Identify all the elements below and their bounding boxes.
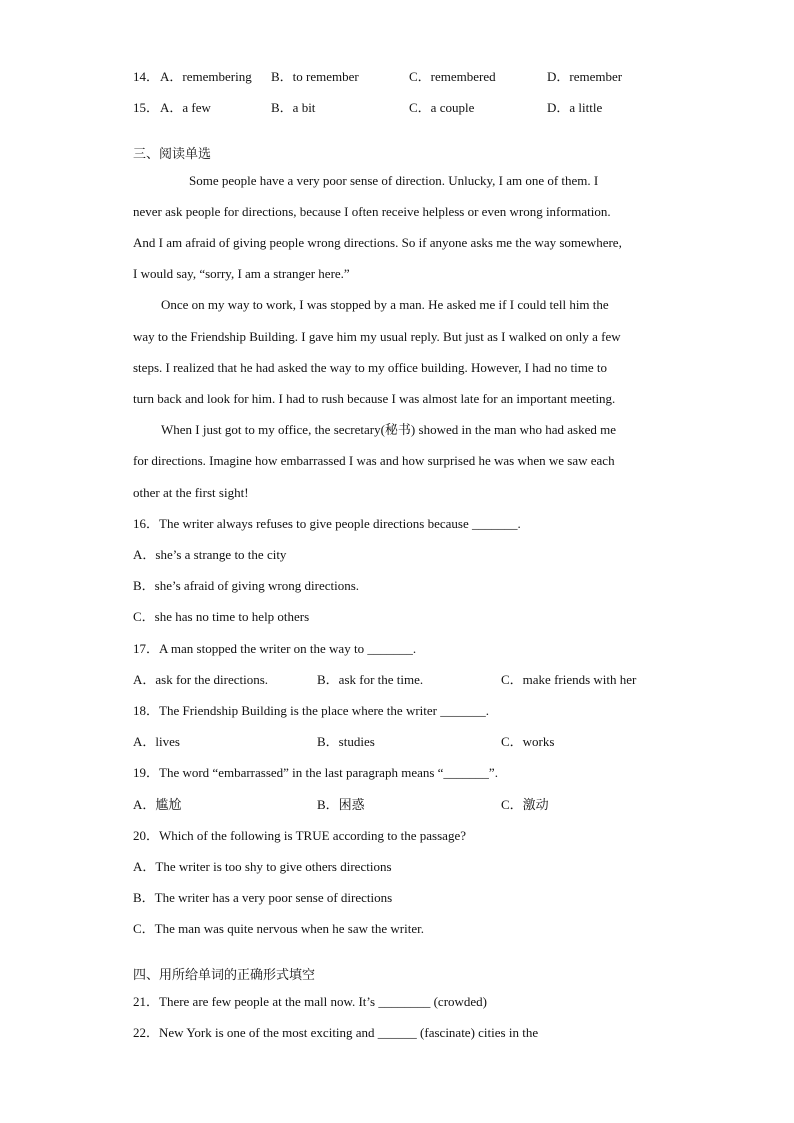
section-heading-word-forms: 四、用所给单词的正确形式填空	[133, 968, 316, 983]
option-a: A．The writer is too shy to give others directions	[133, 859, 392, 874]
option-d: D．remember	[547, 69, 623, 84]
option-b: B．a bit	[271, 100, 316, 115]
option-b: B．ask for the time.	[317, 672, 424, 687]
passage-line: Some people have a very poor sense of direction. Unlucky, I am one of them. I	[189, 173, 599, 188]
passage-line: When I just got to my office, the secretary(秘书) showed in the man who had asked me	[161, 422, 616, 437]
option-c: C．make friends with her	[501, 672, 637, 687]
question-number: 15．	[133, 100, 160, 115]
question-21: 21．There are few people at the mall now. It’s ________ (crowded)	[133, 994, 488, 1009]
option-a: A．she’s a strange to the city	[133, 547, 287, 562]
passage-line: Once on my way to work, I was stopped by a man. He asked me if I could tell him the	[161, 297, 609, 312]
option-c: C．she has no time to help others	[133, 609, 310, 624]
passage-line: never ask people for directions, because I often receive helpless or even wrong information.	[133, 204, 611, 219]
option-b: B．to remember	[271, 69, 359, 84]
passage-line: I would say, “sorry, I am a stranger here.”	[133, 266, 350, 281]
passage-line: for directions. Imagine how embarrassed I was and how surprised he was when we saw each	[133, 453, 615, 468]
option-a: A．remembering	[160, 69, 252, 84]
passage-line: other at the first sight!	[133, 485, 249, 500]
option-d: D．a little	[547, 100, 603, 115]
option-a: A．ask for the directions.	[133, 672, 269, 687]
option-c: C．The man was quite nervous when he saw the writer.	[133, 921, 424, 936]
option-a: A．尴尬	[133, 797, 182, 812]
passage-line: And I am afraid of giving people wrong directions. So if anyone asks me the way somewhere,	[133, 235, 622, 250]
option-c: C．remembered	[409, 69, 496, 84]
option-c: C．a couple	[409, 100, 475, 115]
option-a: A．a few	[160, 100, 211, 115]
question-stem: 19．The word “embarrassed” in the last paragraph means “_______”.	[133, 765, 498, 780]
question-stem: 20．Which of the following is TRUE according to the passage?	[133, 828, 466, 843]
option-b: B．困惑	[317, 797, 365, 812]
option-b: B．studies	[317, 734, 375, 749]
passage-line: steps. I realized that he had asked the way to my office building. However, I had no time to	[133, 360, 607, 375]
option-c: C．works	[501, 734, 555, 749]
question-stem: 16．The writer always refuses to give people directions because _______.	[133, 516, 521, 531]
question-number: 14．	[133, 69, 160, 84]
option-a: A．lives	[133, 734, 180, 749]
option-c: C．激动	[501, 797, 549, 812]
option-b: B．she’s afraid of giving wrong directions.	[133, 578, 360, 593]
passage-line: way to the Friendship Building. I gave him my usual reply. But just as I walked on only a few	[133, 329, 621, 344]
question-22: 22．New York is one of the most exciting and ______ (fascinate) cities in the	[133, 1025, 539, 1040]
question-stem: 18．The Friendship Building is the place where the writer _______.	[133, 703, 489, 718]
section-heading-reading: 三、阅读单选	[133, 147, 212, 162]
passage-line: turn back and look for him. I had to rush because I was almost late for an important meeting.	[133, 391, 616, 406]
question-stem: 17．A man stopped the writer on the way to _______.	[133, 641, 417, 656]
option-b: B．The writer has a very poor sense of directions	[133, 890, 393, 905]
